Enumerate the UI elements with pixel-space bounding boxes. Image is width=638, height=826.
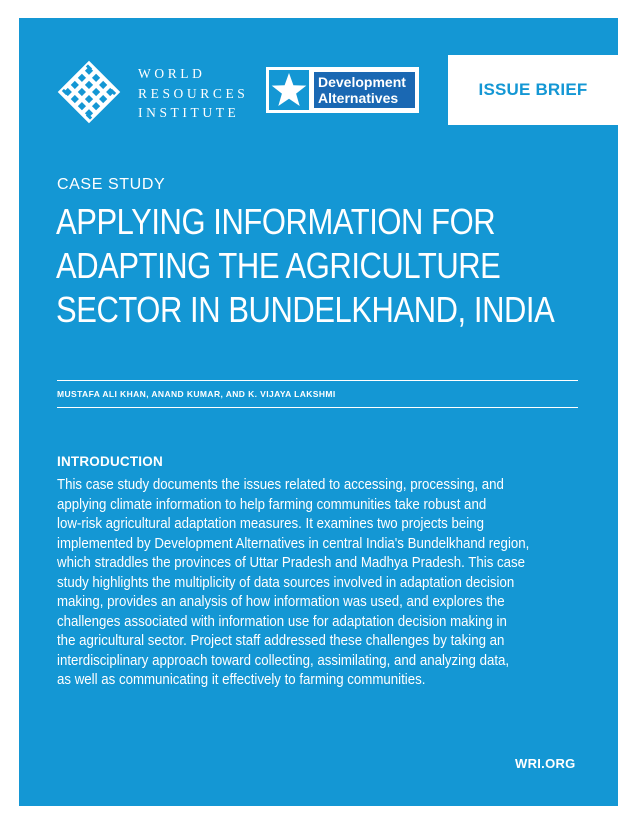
section-heading: INTRODUCTION xyxy=(57,454,163,469)
wri-wordmark xyxy=(138,64,248,123)
da-line: Alternatives xyxy=(318,90,399,106)
divider-bottom xyxy=(57,407,578,408)
paragraph-line: the agricultural sector. Project staff addressed these challenges by taking an xyxy=(57,633,505,649)
development-alternatives-logo xyxy=(266,67,419,113)
issue-brief-label: ISSUE BRIEF xyxy=(448,55,618,125)
title-line: ADAPTING THE AGRICULTURE xyxy=(56,245,501,286)
cover-panel xyxy=(19,18,618,806)
paragraph-line: low-risk agricultural adaptation measures. It examines two projects being xyxy=(57,516,484,532)
authors: MUSTAFA ALI KHAN, ANAND KUMAR, AND K. VIJAYA LAKSHMI xyxy=(57,389,336,399)
paragraph-line: This case study documents the issues related to accessing, processing, and xyxy=(57,477,504,493)
divider-top xyxy=(57,380,578,381)
da-line: Development xyxy=(318,74,406,90)
wri-name-line: INSTITUTE xyxy=(138,105,240,120)
paragraph-line: challenges associated with information use for adaptation decision making in xyxy=(57,613,507,630)
star-icon xyxy=(269,70,309,110)
paragraph-line: as well as communicating it effectively to farming communities. xyxy=(57,672,426,688)
paragraph-line: applying climate information to help farming communities take robust and xyxy=(57,496,487,513)
wri-name-line: WORLD xyxy=(138,66,206,81)
paragraph-line: study highlights the multiplicity of data sources involved in adaptation decision xyxy=(57,574,515,591)
paragraph-line: making, provides an analysis of how information was used, and explores the xyxy=(57,594,505,610)
da-wordmark xyxy=(314,72,415,108)
title-line: SECTOR IN BUNDELKHAND, INDIA xyxy=(56,289,555,330)
document-category: CASE STUDY xyxy=(57,176,166,193)
paragraph-line: which straddles the provinces of Uttar Pradesh and Madhya Pradesh. This case xyxy=(57,555,526,571)
wri-name-line: RESOURCES xyxy=(138,85,249,101)
paragraph-line: implemented by Development Alternatives in central India's Bundelkhand region, xyxy=(57,535,530,552)
da-star-box xyxy=(269,70,309,110)
website-link[interactable]: WRI.ORG xyxy=(515,756,576,771)
intro-paragraph xyxy=(57,476,601,691)
document-title xyxy=(56,200,598,332)
paragraph-line: interdisciplinary approach toward collecting, assimilating, and analyzing data, xyxy=(57,652,510,669)
title-line: APPLYING INFORMATION FOR xyxy=(56,201,496,242)
wri-knot-icon xyxy=(57,60,121,124)
